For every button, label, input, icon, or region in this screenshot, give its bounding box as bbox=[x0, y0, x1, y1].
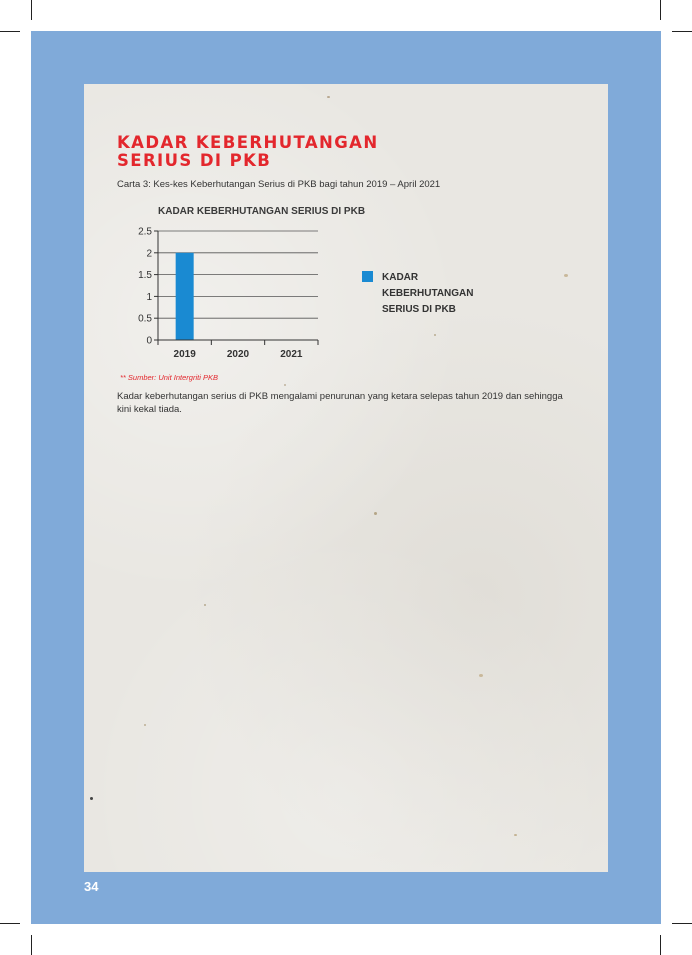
paper-speck bbox=[90, 797, 93, 800]
paper-speck bbox=[204, 604, 206, 606]
legend-label: KADAR bbox=[382, 272, 419, 283]
bar-2019 bbox=[176, 253, 194, 340]
y-tick-label: 0 bbox=[146, 335, 152, 347]
bar-chart bbox=[110, 200, 530, 365]
page-title bbox=[117, 134, 379, 170]
paper-speck bbox=[479, 674, 483, 677]
crop-mark bbox=[0, 923, 20, 924]
paper-speck bbox=[564, 274, 568, 277]
legend-label: KEBERHUTANGAN bbox=[382, 288, 474, 299]
y-tick-label: 2 bbox=[146, 248, 152, 260]
crop-mark bbox=[31, 935, 32, 955]
paper-speck bbox=[374, 512, 377, 515]
page-number: 34 bbox=[84, 879, 99, 894]
crop-mark bbox=[672, 923, 692, 924]
crop-mark bbox=[31, 0, 32, 20]
legend-label: SERIUS DI PKB bbox=[382, 304, 456, 315]
crop-mark bbox=[660, 0, 661, 20]
source-note: ** Sumber: Unit Intergriti PKB bbox=[120, 373, 218, 382]
paper-speck bbox=[284, 384, 286, 386]
x-tick-label: 2020 bbox=[226, 349, 250, 360]
body-paragraph: Kadar keberhutangan serius di PKB mengalami penurunan yang ketara selepas tahun 2019 dan sehingga kini kekal tiada. bbox=[117, 391, 563, 415]
y-tick-label: 2.5 bbox=[138, 226, 152, 238]
chart-title: KADAR KEBERHUTANGAN SERIUS DI PKB bbox=[158, 206, 366, 217]
page-title-line2: SERIUS DI PKB bbox=[117, 151, 272, 170]
y-tick-label: 1 bbox=[146, 291, 152, 303]
crop-mark bbox=[0, 31, 20, 32]
x-tick-label: 2021 bbox=[280, 349, 303, 360]
x-tick-label: 2019 bbox=[173, 349, 196, 360]
paper-speck bbox=[514, 834, 517, 836]
paper-speck bbox=[144, 724, 146, 726]
chart-caption: Carta 3: Kes-kes Keberhutangan Serius di PKB bagi tahun 2019 – April 2021 bbox=[117, 179, 441, 190]
y-tick-label: 1.5 bbox=[138, 270, 152, 282]
crop-mark bbox=[660, 935, 661, 955]
legend-swatch bbox=[362, 271, 373, 282]
crop-mark bbox=[672, 31, 692, 32]
y-tick-label: 0.5 bbox=[138, 313, 152, 325]
page-title-line1: KADAR KEBERHUTANGAN bbox=[117, 133, 379, 152]
paper-speck bbox=[327, 96, 330, 98]
